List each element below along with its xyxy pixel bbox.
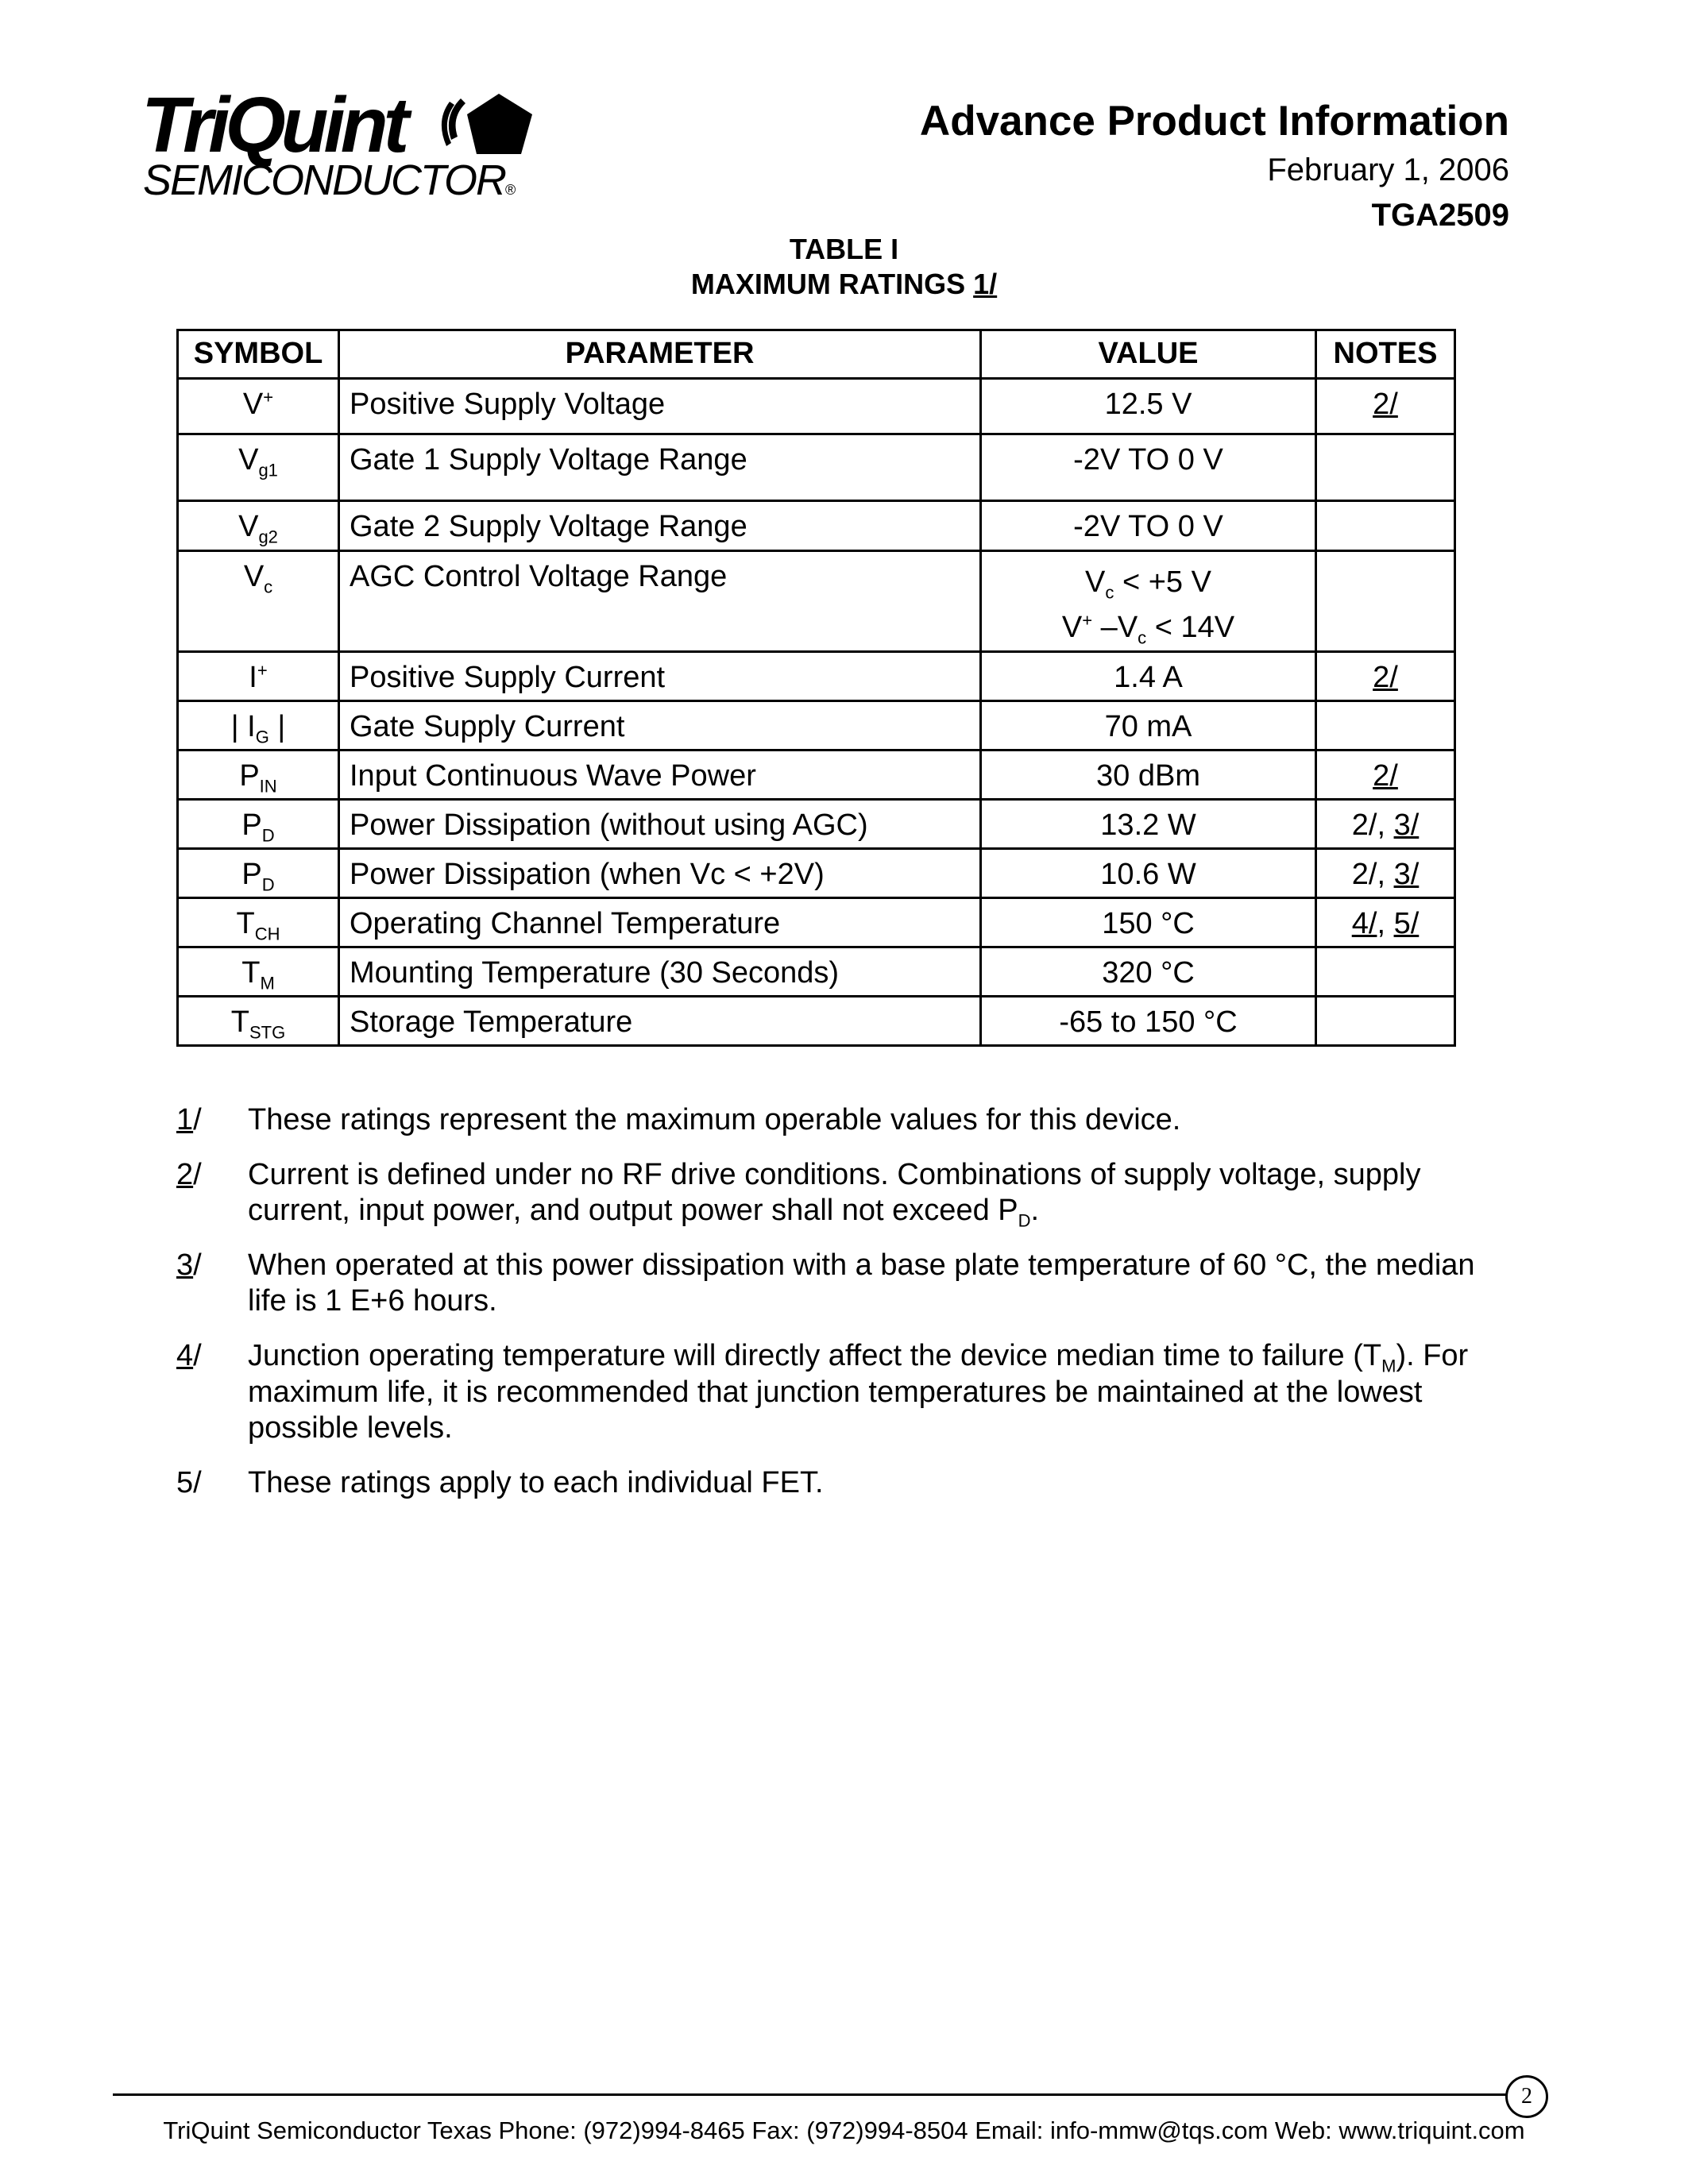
- notes-cell: [1316, 501, 1455, 551]
- notes-cell: 2/: [1316, 379, 1455, 434]
- footnote-number: 2/: [176, 1157, 202, 1191]
- col-header-parameter: PARAMETER: [339, 330, 981, 379]
- value-cell: -65 to 150 °C: [981, 997, 1316, 1046]
- parameter-cell: Operating Channel Temperature: [339, 898, 981, 947]
- footnote-text: These ratings apply to each individual FET.: [248, 1465, 824, 1499]
- footnotes: [176, 1102, 1495, 1519]
- notes-cell: 2/, 3/: [1316, 849, 1455, 898]
- symbol-cell: I+: [178, 652, 339, 701]
- parameter-cell: Power Dissipation (without using AGC): [339, 800, 981, 849]
- notes-cell: [1316, 551, 1455, 652]
- value-line: V+ $-V_c < 14V$: [1061, 610, 1235, 648]
- symbol-cell: $P_{IN}$: [178, 751, 339, 800]
- table-row: [178, 849, 1455, 898]
- logo-subtitle: SEMICONDUCTOR®: [143, 156, 515, 204]
- table-row: [178, 551, 1455, 652]
- footnote-text: Current is defined under no RF drive conditions. Combinations of supply voltage, supply current, input power, and output power shall not exceed $P_D$.: [248, 1157, 1421, 1231]
- value-cell: -2V TO 0 V: [981, 434, 1316, 501]
- parameter-cell: Gate 2 Supply Voltage Range: [339, 501, 981, 551]
- notes-cell: [1316, 701, 1455, 751]
- notes-cell: 2/: [1316, 751, 1455, 800]
- parameter-cell: Gate 1 Supply Voltage Range: [339, 434, 981, 501]
- col-header-value: VALUE: [981, 330, 1316, 379]
- footnote-text: When operated at this power dissipation with a base plate temperature of 60 °C, the median life is 1 E+6 hours.: [248, 1248, 1475, 1318]
- parameter-cell: AGC Control Voltage Range: [339, 551, 981, 652]
- parameter-cell: Power Dissipation (when Vc < +2V): [339, 849, 981, 898]
- table-number: TABLE I: [789, 233, 899, 265]
- symbol-cell: | $I_G$ |: [178, 701, 339, 751]
- symbol-cell: $V_c$: [178, 551, 339, 652]
- footnote: [176, 1465, 1495, 1502]
- table-row: [178, 800, 1455, 849]
- footnote-number: 4/: [176, 1338, 202, 1372]
- symbol-cell: $T_{CH}$: [178, 898, 339, 947]
- table-row: [178, 701, 1455, 751]
- company-logo: [141, 81, 554, 205]
- footnote-number: 1/: [176, 1103, 202, 1136]
- table-row: [178, 379, 1455, 434]
- value-cell: 1.4 A: [981, 652, 1316, 701]
- table-row: [178, 751, 1455, 800]
- notes-cell: 2/, 3/: [1316, 800, 1455, 849]
- parameter-cell: Storage Temperature: [339, 997, 981, 1046]
- value-cell: -2V TO 0 V: [981, 501, 1316, 551]
- col-header-symbol: SYMBOL: [178, 330, 339, 379]
- symbol-cell: $V_{g1}$: [178, 434, 339, 501]
- value-cell: 30 dBm: [981, 751, 1316, 800]
- table-row: [178, 501, 1455, 551]
- value-cell: [981, 551, 1316, 652]
- value-cell: 10.6 W: [981, 849, 1316, 898]
- symbol-cell: $P_D$: [178, 800, 339, 849]
- value-cell: 320 °C: [981, 947, 1316, 997]
- table-row: [178, 434, 1455, 501]
- symbol-cell: $P_D$: [178, 849, 339, 898]
- footnote: [176, 1102, 1495, 1139]
- value-line: $V_c < +5$ V: [1085, 565, 1211, 603]
- footnote-text: Junction operating temperature will directly affect the device median time to failure $(T_M)$. For maximum life, it is recommended that junction temperatures be maintained at the lowest possible levels.: [248, 1338, 1469, 1445]
- table-row: [178, 652, 1455, 701]
- notes-cell: 4/, 5/: [1316, 898, 1455, 947]
- table-row: [178, 947, 1455, 997]
- footer-contact: TriQuint Semiconductor Texas Phone: (972)994-8465 Fax: (972)994-8504 Email: info-mmw@tqs.com Web: www.triquint.com: [163, 2116, 1525, 2144]
- footnote-number: 3/: [176, 1248, 202, 1282]
- notes-cell: [1316, 997, 1455, 1046]
- footnote-text: These ratings represent the maximum operable values for this device.: [248, 1103, 1181, 1136]
- table-row: [178, 997, 1455, 1046]
- max-ratings-table: [176, 329, 1456, 1047]
- value-cell: 70 mA: [981, 701, 1316, 751]
- parameter-cell: Gate Supply Current: [339, 701, 981, 751]
- value-cell: 12.5 V: [981, 379, 1316, 434]
- notes-cell: [1316, 434, 1455, 501]
- value-cell: 13.2 W: [981, 800, 1316, 849]
- document-title: Advance Product Information: [919, 98, 1509, 145]
- parameter-cell: Positive Supply Voltage: [339, 379, 981, 434]
- parameter-cell: Input Continuous Wave Power: [339, 751, 981, 800]
- notes-cell: [1316, 947, 1455, 997]
- part-number: TGA2509: [1371, 198, 1509, 233]
- logo-wordmark: TriQuint: [141, 81, 405, 168]
- footer-rule: [113, 2093, 1507, 2096]
- parameter-cell: Mounting Temperature (30 Seconds): [339, 947, 981, 997]
- table-row: [178, 898, 1455, 947]
- symbol-cell: $V_{g2}$: [178, 501, 339, 551]
- page-number: 2: [1505, 2075, 1548, 2118]
- table-header-row: [178, 330, 1455, 379]
- footnote-number: 5/: [176, 1465, 202, 1499]
- footnote: [176, 1338, 1495, 1447]
- parameter-cell: Positive Supply Current: [339, 652, 981, 701]
- col-header-notes: NOTES: [1316, 330, 1455, 379]
- pentagon-logo-icon: [437, 91, 540, 162]
- footnote: [176, 1157, 1495, 1229]
- symbol-cell: $T_M$: [178, 947, 339, 997]
- symbol-cell: $T_{STG}$: [178, 997, 339, 1046]
- notes-cell: 2/: [1316, 652, 1455, 701]
- value-cell: 150 °C: [981, 898, 1316, 947]
- symbol-cell: V+: [178, 379, 339, 434]
- footnote: [176, 1248, 1495, 1320]
- document-date: February 1, 2006: [1267, 152, 1509, 187]
- table-title: MAXIMUM RATINGS 1/: [690, 268, 998, 300]
